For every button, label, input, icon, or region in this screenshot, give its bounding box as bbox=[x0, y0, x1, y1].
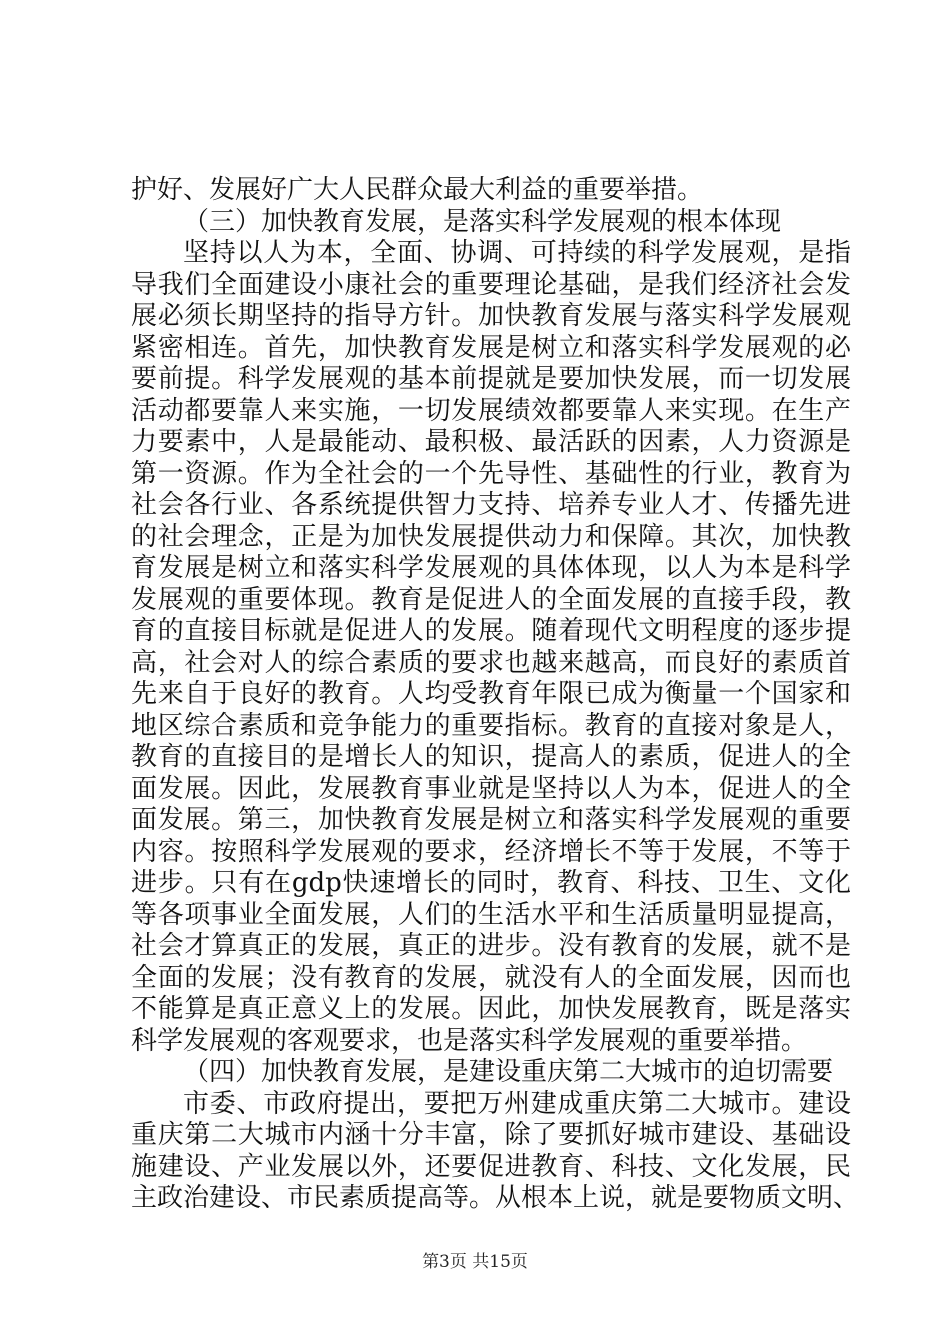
paragraph-line: 重庆第二大城市内涵十分丰富，除了要抓好城市建设、基础设 bbox=[131, 1120, 851, 1150]
paragraph-line: 科学发展观的客观要求，也是落实科学发展观的重要举措。 bbox=[131, 1025, 808, 1056]
paragraph-line: 教育的直接目的是增长人的知识，提高人的素质，促进人的全 bbox=[131, 742, 851, 772]
paragraph-line: 内容。按照科学发展观的要求，经济增长不等于发展，不等于 bbox=[131, 836, 851, 867]
paragraph-line: 力要素中，人是最能动、最积极、最活跃的因素，人力资源是 bbox=[131, 427, 851, 457]
paragraph-line: 展必须长期坚持的指导方针。加快教育发展与落实科学发展观 bbox=[131, 301, 851, 331]
paragraph-line: 紧密相连。首先，加快教育发展是树立和落实科学发展观的必 bbox=[131, 332, 851, 363]
section-heading: （三）加快教育发展，是落实科学发展观的根本体现 bbox=[183, 206, 782, 237]
paragraph-line: 不能算是真正意义上的发展。因此，加快发展教育，既是落实 bbox=[131, 994, 851, 1024]
paragraph-line: 进步。只有在gdp快速增长的同时，教育、科技、卫生、文化 bbox=[131, 868, 851, 898]
paragraph-line: 地区综合素质和竞争能力的重要指标。教育的直接对象是人， bbox=[131, 710, 851, 741]
page-footer: 第3页 共15页 bbox=[422, 1252, 528, 1272]
paragraph-line: 全面的发展；没有教育的发展，就没有人的全面发展，因而也 bbox=[131, 962, 851, 993]
paragraph-line: 面发展。第三，加快教育发展是树立和落实科学发展观的重要 bbox=[131, 805, 851, 835]
paragraph-line: 等各项事业全面发展，人们的生活水平和生活质量明显提高， bbox=[131, 899, 851, 930]
paragraph-line: 面发展。因此，发展教育事业就是坚持以人为本，促进人的全 bbox=[131, 773, 851, 804]
paragraph-line: 社会各行业、各系统提供智力支持、培养专业人才、传播先进 bbox=[131, 490, 851, 520]
paragraph-line: 的社会理念，正是为加快发展提供动力和保障。其次，加快教 bbox=[131, 521, 851, 552]
paragraph-line: 社会才算真正的发展，真正的进步。没有教育的发展，就不是 bbox=[131, 931, 851, 961]
paragraph-line: 主政治建设、市民素质提高等。从根本上说，就是要物质文明、 bbox=[131, 1183, 860, 1213]
paragraph-line: 育的直接目标就是促进人的发展。随着现代文明程度的逐步提 bbox=[131, 616, 851, 646]
paragraph-line: 第一资源。作为全社会的一个先导性、基础性的行业，教育为 bbox=[131, 458, 851, 489]
paragraph-line: 要前提。科学发展观的基本前提就是要加快发展，而一切发展 bbox=[131, 364, 851, 394]
paragraph-line: 先来自于良好的教育。人均受教育年限已成为衡量一个国家和 bbox=[131, 679, 851, 709]
paragraph-line: 导我们全面建设小康社会的重要理论基础，是我们经济社会发 bbox=[131, 269, 851, 300]
paragraph-line: 活动都要靠人来实施，一切发展绩效都要靠人来实现。在生产 bbox=[131, 395, 851, 426]
paragraph-line: 施建设、产业发展以外，还要促进教育、科技、文化发展，民 bbox=[131, 1151, 851, 1182]
paragraph-line: 坚持以人为本，全面、协调、可持续的科学发展观，是指 bbox=[183, 238, 851, 268]
paragraph-line: 发展观的重要体现。教育是促进人的全面发展的直接手段，教 bbox=[131, 584, 851, 615]
paragraph-line: 育发展是树立和落实科学发展观的具体体现，以人为本是科学 bbox=[131, 553, 851, 583]
paragraph-line: 护好、发展好广大人民群众最大利益的重要举措。 bbox=[131, 175, 704, 205]
paragraph-line: 高，社会对人的综合素质的要求也越来越高，而良好的素质首 bbox=[131, 647, 851, 678]
section-heading: （四）加快教育发展，是建设重庆第二大城市的迫切需要 bbox=[183, 1057, 834, 1087]
paragraph-line: 市委、市政府提出，要把万州建成重庆第二大城市。建设 bbox=[183, 1088, 851, 1119]
